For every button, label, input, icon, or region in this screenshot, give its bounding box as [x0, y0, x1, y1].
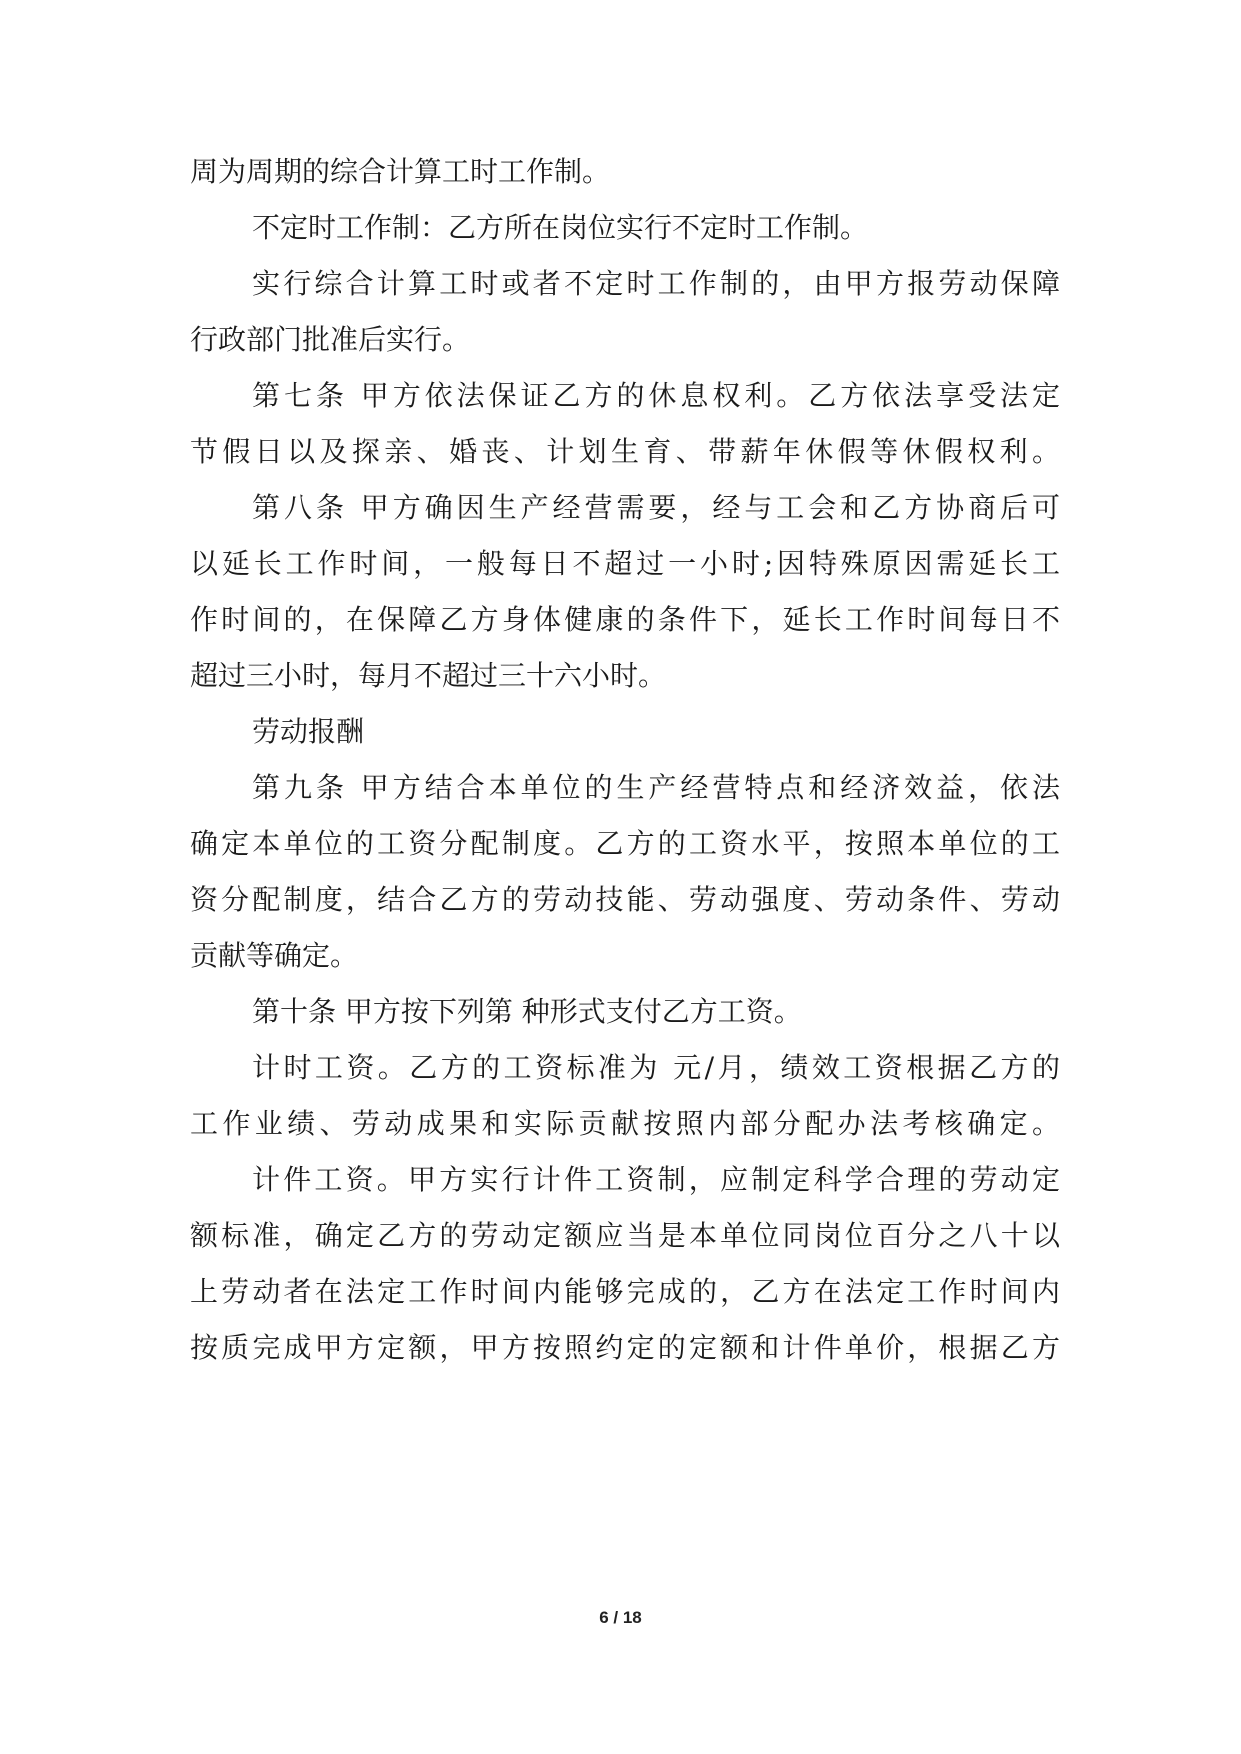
text-line: 贡献等确定。	[190, 939, 359, 972]
text-line: 额标准，确定乙方的劳动定额应当是本单位同岗位百分之八十以	[190, 1219, 1060, 1252]
text-line: 上劳动者在法定工作时间内能够完成的，乙方在法定工作时间内	[190, 1275, 1060, 1308]
text-line: 行政部门批准后实行。	[190, 323, 471, 356]
text-line: 第七条 甲方依法保证乙方的休息权利。乙方依法享受法定	[252, 379, 1060, 412]
text-line: 资分配制度，结合乙方的劳动技能、劳动强度、劳动条件、劳动	[190, 883, 1060, 916]
text-line: 计时工资。乙方的工资标准为 元/月，绩效工资根据乙方的	[252, 1051, 1060, 1084]
text-line: 实行综合计算工时或者不定时工作制的，由甲方报劳动保障	[252, 267, 1060, 300]
text-line: 周为周期的综合计算工时工作制。	[190, 155, 611, 188]
text-line: 作时间的，在保障乙方身体健康的条件下，延长工作时间每日不	[190, 603, 1060, 636]
text-line: 确定本单位的工资分配制度。乙方的工资水平，按照本单位的工	[190, 827, 1060, 860]
text-line: 第八条 甲方确因生产经营需要，经与工会和乙方协商后可	[252, 491, 1060, 524]
page-number: 6 / 18	[599, 1608, 642, 1627]
text-line: 以延长工作时间，一般每日不超过一小时;因特殊原因需延长工	[190, 547, 1060, 580]
text-line: 第九条 甲方结合本单位的生产经营特点和经济效益，依法	[252, 771, 1060, 804]
text-line: 节假日以及探亲、婚丧、计划生育、带薪年休假等休假权利。	[190, 435, 1060, 468]
text-line: 第十条 甲方按下列第 种形式支付乙方工资。	[252, 995, 802, 1028]
text-line: 超过三小时，每月不超过三十六小时。	[190, 659, 667, 692]
text-line: 不定时工作制：乙方所在岗位实行不定时工作制。	[252, 211, 869, 244]
text-line: 工作业绩、劳动成果和实际贡献按照内部分配办法考核确定。	[190, 1107, 1060, 1140]
text-line: 计件工资。甲方实行计件工资制，应制定科学合理的劳动定	[252, 1163, 1060, 1196]
text-line: 按质完成甲方定额，甲方按照约定的定额和计件单价，根据乙方	[190, 1331, 1060, 1364]
section-heading: 劳动报酬	[252, 715, 365, 748]
